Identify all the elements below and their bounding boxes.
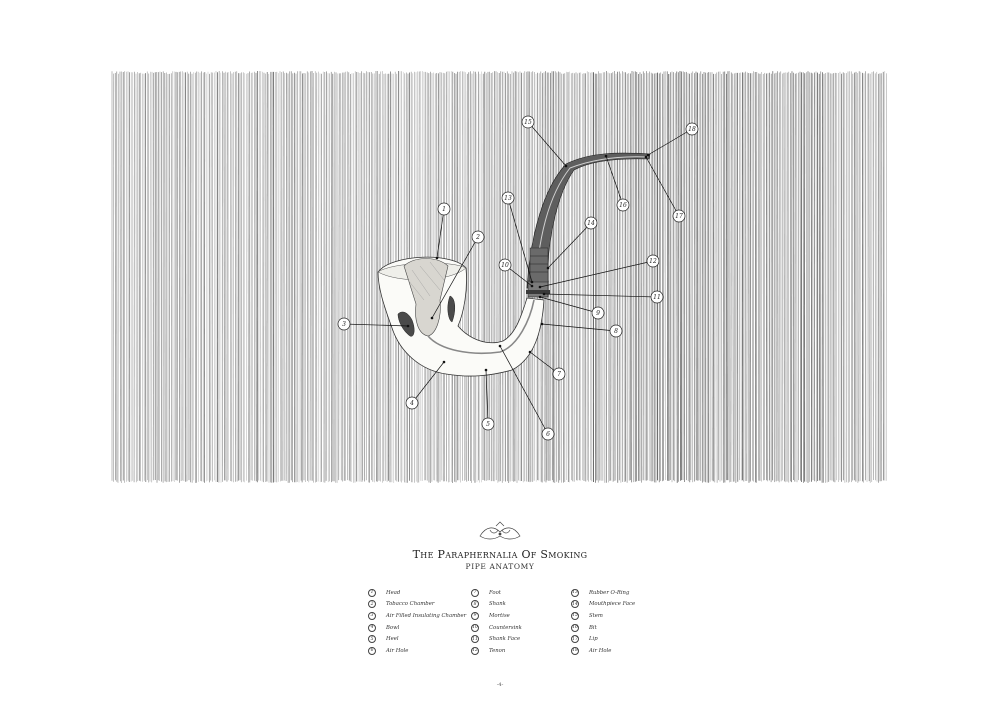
legend-number: 11 bbox=[472, 636, 478, 642]
callout-number: 11 bbox=[653, 294, 661, 301]
legend-label: Lip bbox=[589, 636, 598, 643]
legend-item bbox=[471, 622, 571, 634]
legend-label: Shank Face bbox=[489, 636, 521, 643]
legend-number: 17 bbox=[572, 636, 578, 642]
legend-column-3 bbox=[571, 587, 671, 657]
legend-label: Air Filled Insulating Chamber bbox=[386, 612, 467, 619]
legend-item bbox=[368, 645, 468, 657]
legend-item bbox=[471, 599, 571, 611]
legend-number: 5 bbox=[368, 635, 376, 643]
legend-label: Foot bbox=[489, 589, 501, 596]
decorative-ornament bbox=[480, 522, 520, 539]
legend-number: 9 bbox=[471, 612, 479, 620]
legend-number: 18 bbox=[572, 648, 578, 654]
legend-item bbox=[368, 633, 468, 645]
legend-number: 6 bbox=[368, 647, 376, 655]
legend-item bbox=[368, 610, 468, 622]
callout-number: 15 bbox=[524, 119, 532, 126]
legend-column-1 bbox=[368, 587, 468, 657]
legend-item bbox=[571, 587, 671, 599]
legend-item bbox=[571, 633, 671, 645]
callout-number: 13 bbox=[504, 195, 512, 202]
callout-number: 7 bbox=[557, 371, 561, 378]
legend-number: 16 bbox=[572, 625, 578, 631]
callout-number: 12 bbox=[649, 258, 657, 265]
legend-label: Bit bbox=[589, 624, 597, 631]
legend-number: 12 bbox=[472, 648, 478, 654]
legend-label: Shank bbox=[489, 601, 506, 608]
callout-1 bbox=[436, 203, 450, 259]
legend-item bbox=[471, 610, 571, 622]
legend-number: 1 bbox=[368, 589, 376, 597]
callout-number: 3 bbox=[342, 321, 346, 328]
legend-label: Head bbox=[386, 589, 401, 596]
callout-15 bbox=[522, 116, 567, 167]
callout-number: 1 bbox=[442, 206, 446, 213]
legend-number: 15 bbox=[572, 613, 578, 619]
callout-number: 2 bbox=[476, 234, 480, 241]
legend-label: Air Hole bbox=[386, 647, 409, 654]
callout-number: 8 bbox=[614, 328, 618, 335]
legend-label: Air Hole bbox=[589, 647, 612, 654]
hatched-background bbox=[112, 71, 886, 483]
callout-14 bbox=[547, 217, 597, 269]
legend-number: 14 bbox=[572, 601, 578, 607]
callout-number: 5 bbox=[486, 421, 490, 428]
legend-item bbox=[471, 645, 571, 657]
page-number: -4- bbox=[496, 682, 504, 688]
legend-item bbox=[571, 599, 671, 611]
legend-item bbox=[368, 587, 468, 599]
legend-item bbox=[368, 622, 468, 634]
legend-label: Bowl bbox=[386, 624, 400, 631]
legend-label: Countersink bbox=[489, 624, 522, 631]
legend-number: 7 bbox=[471, 589, 479, 597]
legend-label: Mortise bbox=[489, 612, 510, 619]
legend-label: Mouthpiece Face bbox=[589, 601, 636, 608]
callout-number: 18 bbox=[688, 126, 696, 133]
parts-legend bbox=[368, 587, 648, 663]
legend-number: 8 bbox=[471, 600, 479, 608]
callout-number: 9 bbox=[596, 310, 600, 317]
callout-17 bbox=[645, 156, 685, 222]
legend-item bbox=[368, 599, 468, 611]
legend-item bbox=[571, 645, 671, 657]
page-subtitle: PIPE ANATOMY bbox=[465, 562, 535, 571]
legend-number: 2 bbox=[368, 600, 376, 608]
legend-item bbox=[571, 622, 671, 634]
title-block bbox=[300, 548, 700, 572]
legend-number: 10 bbox=[472, 625, 478, 631]
legend-item bbox=[471, 587, 571, 599]
callout-number: 4 bbox=[410, 400, 414, 407]
callout-number: 6 bbox=[546, 431, 550, 438]
legend-label: Stem bbox=[589, 612, 603, 619]
legend-item bbox=[471, 633, 571, 645]
legend-number: 13 bbox=[572, 590, 578, 596]
legend-label: Tenon bbox=[489, 647, 506, 654]
legend-column-2 bbox=[471, 587, 571, 657]
callout-number: 17 bbox=[675, 213, 683, 220]
legend-number: 4 bbox=[368, 624, 376, 632]
legend-number: 3 bbox=[368, 612, 376, 620]
legend-item bbox=[571, 610, 671, 622]
callout-number: 14 bbox=[587, 220, 595, 227]
callout-number: 10 bbox=[501, 262, 509, 269]
legend-label: Tobacco Chamber bbox=[386, 601, 435, 608]
legend-label: Rubber O-Ring bbox=[589, 589, 630, 596]
legend-label: Heel bbox=[386, 636, 399, 643]
page-title: The Paraphernalia Of Smoking bbox=[412, 548, 588, 561]
callout-number: 16 bbox=[619, 202, 627, 209]
